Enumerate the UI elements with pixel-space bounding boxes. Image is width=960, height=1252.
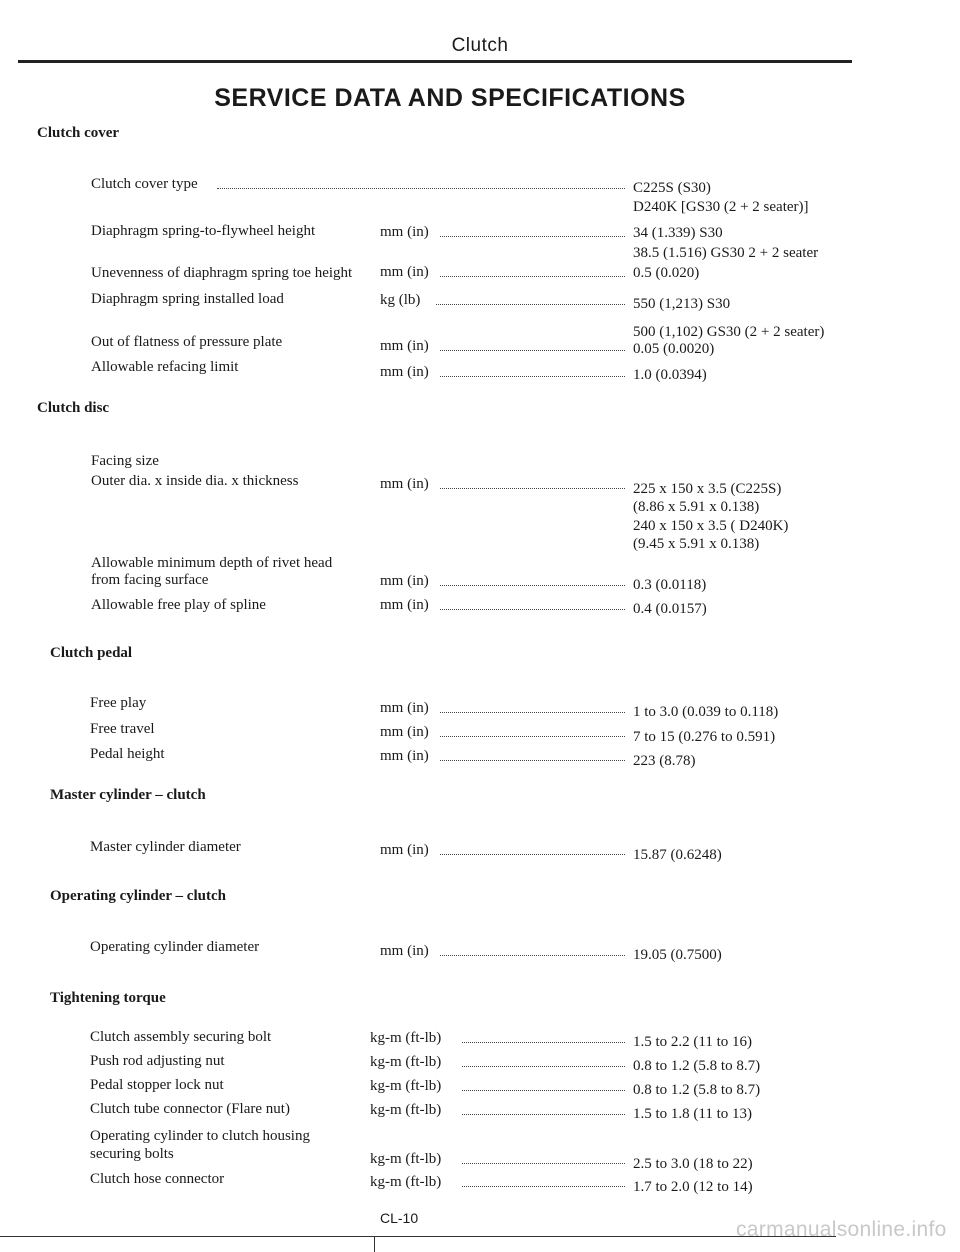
header-rule	[18, 60, 852, 63]
leader-dots	[440, 609, 625, 610]
spec-label: Allowable minimum depth of rivet head	[91, 555, 333, 571]
spec-label: Allowable free play of spline	[91, 597, 266, 613]
section-heading-master-cylinder: Master cylinder – clutch	[50, 787, 206, 803]
spec-value: 0.8 to 1.2 (5.8 to 8.7)	[633, 1058, 761, 1074]
spec-unit: mm (in)	[380, 338, 429, 354]
spec-label: Outer dia. x inside dia. x thickness	[91, 473, 299, 489]
spec-label: Diaphragm spring installed load	[91, 291, 284, 307]
leader-dots	[462, 1186, 625, 1187]
spec-unit: mm (in)	[380, 842, 429, 858]
spec-label: Allowable refacing limit	[91, 359, 239, 375]
leader-dots	[440, 760, 625, 761]
spec-value: 1 to 3.0 (0.039 to 0.118)	[633, 704, 779, 720]
spec-value: C225S (S30)	[633, 180, 711, 196]
spec-unit: kg-m (ft-lb)	[370, 1054, 442, 1070]
leader-dots	[217, 188, 625, 189]
spec-value: 1.7 to 2.0 (12 to 14)	[633, 1179, 753, 1195]
spec-label: Free travel	[90, 721, 155, 737]
section-heading-operating-cylinder: Operating cylinder – clutch	[50, 888, 226, 904]
leader-dots	[462, 1066, 625, 1067]
leader-dots	[440, 955, 625, 956]
spec-unit: kg-m (ft-lb)	[370, 1102, 442, 1118]
spec-value: 1.5 to 2.2 (11 to 16)	[633, 1034, 753, 1050]
spec-value: 2.5 to 3.0 (18 to 22)	[633, 1156, 753, 1172]
spec-unit: mm (in)	[380, 476, 429, 492]
spec-unit: mm (in)	[380, 597, 429, 613]
spec-unit: mm (in)	[380, 573, 429, 589]
leader-dots	[440, 376, 625, 377]
spec-value: 0.5 (0.020)	[633, 265, 700, 281]
spec-label: Free play	[90, 695, 147, 711]
leader-dots	[440, 350, 625, 351]
spec-value: 500 (1,102) GS30 (2 + 2 seater)	[633, 324, 825, 340]
spec-value: 0.4 (0.0157)	[633, 601, 707, 617]
spec-unit: mm (in)	[380, 224, 429, 240]
footer-rule	[0, 1236, 836, 1237]
section-heading-clutch-cover: Clutch cover	[37, 125, 120, 141]
spec-label: Unevenness of diaphragm spring toe height	[91, 265, 353, 281]
leader-dots	[440, 712, 625, 713]
spec-value: 7 to 15 (0.276 to 0.591)	[633, 729, 776, 745]
spec-unit: kg-m (ft-lb)	[370, 1078, 442, 1094]
spec-value: 0.05 (0.0020)	[633, 341, 715, 357]
leader-dots	[440, 488, 625, 489]
page-number: CL-10	[380, 1210, 419, 1226]
spec-label: Clutch cover type	[91, 176, 198, 192]
spec-label: Master cylinder diameter	[90, 839, 241, 855]
spec-label: Clutch tube connector (Flare nut)	[90, 1101, 290, 1117]
spec-value: 19.05 (0.7500)	[633, 947, 722, 963]
spec-label: Pedal height	[90, 746, 165, 762]
spec-value: 1.0 (0.0394)	[633, 367, 707, 383]
spec-unit: kg-m (ft-lb)	[370, 1151, 442, 1167]
spec-value: 0.8 to 1.2 (5.8 to 8.7)	[633, 1082, 761, 1098]
spec-unit: kg-m (ft-lb)	[370, 1030, 442, 1046]
spec-label: Clutch assembly securing bolt	[90, 1029, 272, 1045]
spec-value: 240 x 150 x 3.5 ( D240K)	[633, 518, 789, 534]
spec-value: 225 x 150 x 3.5 (C225S)	[633, 481, 782, 497]
spec-label: Operating cylinder to clutch housing	[90, 1128, 310, 1144]
spec-value: D240K [GS30 (2 + 2 seater)]	[633, 199, 809, 215]
spec-label: from facing surface	[91, 572, 209, 588]
spec-unit: kg-m (ft-lb)	[370, 1174, 442, 1190]
spec-value: (9.45 x 5.91 x 0.138)	[633, 536, 760, 552]
leader-dots	[436, 304, 625, 305]
spec-value: 550 (1,213) S30	[633, 296, 731, 312]
leader-dots	[462, 1163, 625, 1164]
spec-label: Operating cylinder diameter	[90, 939, 260, 955]
watermark-text: carmanualsonline.info	[736, 1218, 947, 1241]
spec-label: Diaphragm spring-to-flywheel height	[91, 223, 316, 239]
spec-label: securing bolts	[90, 1146, 174, 1162]
spec-unit: mm (in)	[380, 748, 429, 764]
leader-dots	[440, 276, 625, 277]
spec-value: 15.87 (0.6248)	[633, 847, 722, 863]
leader-dots	[440, 854, 625, 855]
spec-label: Clutch hose connector	[90, 1171, 225, 1187]
spec-value: 38.5 (1.516) GS30 2 + 2 seater	[633, 245, 819, 261]
spec-value: 1.5 to 1.8 (11 to 13)	[633, 1106, 753, 1122]
footer-tick	[374, 1236, 375, 1252]
section-heading-tightening-torque: Tightening torque	[50, 990, 166, 1006]
spec-value: (8.86 x 5.91 x 0.138)	[633, 499, 760, 515]
spec-value: 34 (1.339) S30	[633, 225, 723, 241]
leader-dots	[462, 1042, 625, 1043]
leader-dots	[440, 585, 625, 586]
spec-label: Push rod adjusting nut	[90, 1053, 225, 1069]
spec-unit: mm (in)	[380, 364, 429, 380]
spec-label: Pedal stopper lock nut	[90, 1077, 224, 1093]
main-title: SERVICE DATA AND SPECIFICATIONS	[214, 84, 686, 112]
spec-value: 223 (8.78)	[633, 753, 696, 769]
leader-dots	[440, 236, 625, 237]
spec-unit: kg (lb)	[380, 292, 421, 308]
spec-label: Out of flatness of pressure plate	[91, 334, 283, 350]
spec-unit: mm (in)	[380, 264, 429, 280]
page-header-title: Clutch	[451, 35, 509, 56]
section-heading-clutch-disc: Clutch disc	[37, 400, 110, 416]
spec-value: 0.3 (0.0118)	[633, 577, 707, 593]
leader-dots	[462, 1114, 625, 1115]
spec-unit: mm (in)	[380, 724, 429, 740]
leader-dots	[462, 1090, 625, 1091]
spec-unit: mm (in)	[380, 943, 429, 959]
section-heading-clutch-pedal: Clutch pedal	[50, 645, 133, 661]
spec-label: Facing size	[91, 453, 159, 469]
spec-unit: mm (in)	[380, 700, 429, 716]
leader-dots	[440, 736, 625, 737]
